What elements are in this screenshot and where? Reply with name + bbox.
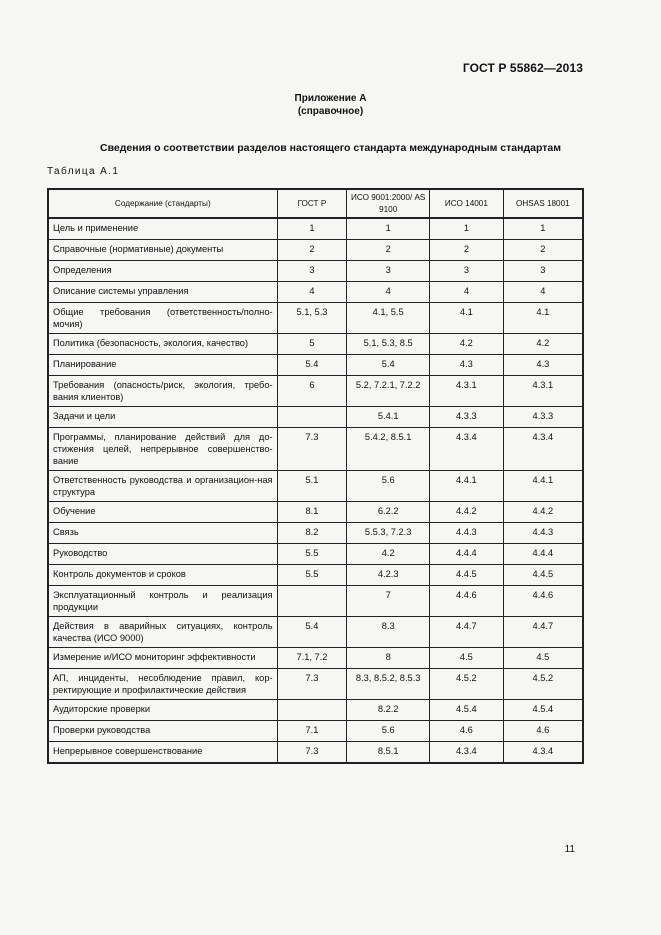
cell-ohsas: 4.1 [503,303,583,334]
cell-ohsas: 3 [503,261,583,282]
cell-ohsas: 4.4.7 [503,617,583,648]
cell-iso9001: 1 [347,218,430,240]
table-row [48,669,583,700]
table-row [48,376,583,407]
cell-ohsas: 4.4.6 [503,586,583,617]
table-row [48,261,583,282]
cell-iso14001: 4.4.4 [430,544,504,565]
cell-gost: 7.1 [277,721,347,742]
table-row [48,282,583,303]
cell-gost [277,586,347,617]
column-header-gost: ГОСТ Р [277,189,347,218]
cell-gost: 5.4 [277,617,347,648]
cell-gost: 1 [277,218,347,240]
table-caption: Таблица А.1 [47,166,120,177]
page-number: 11 [564,844,575,855]
table-row [48,648,583,669]
cell-content: Справочные (нормативные) документы [48,240,277,261]
cell-content: Действия в аварийных ситуациях, контроль качества (ИСО 9000) [48,617,277,648]
cell-content: Руководство [48,544,277,565]
cell-ohsas: 4.4.1 [503,471,583,502]
cell-gost: 3 [277,261,347,282]
cell-content: Задачи и цели [48,407,277,428]
cell-ohsas: 4.3 [503,355,583,376]
cell-iso14001: 4.3.3 [430,407,504,428]
cell-gost: 7.3 [277,742,347,764]
cell-ohsas: 4.2 [503,334,583,355]
cell-ohsas: 4.3.3 [503,407,583,428]
cell-gost: 5.1 [277,471,347,502]
cell-iso14001: 4.4.1 [430,471,504,502]
cell-iso9001: 5.1, 5.3, 8.5 [347,334,430,355]
cell-gost: 5.5 [277,565,347,586]
column-header-ohsas: OHSAS 18001 [503,189,583,218]
cell-gost: 8.1 [277,502,347,523]
cell-iso14001: 4.6 [430,721,504,742]
cell-iso14001: 4.4.2 [430,502,504,523]
cell-content: Контроль документов и сроков [48,565,277,586]
table-row [48,544,583,565]
cell-gost: 7.1, 7.2 [277,648,347,669]
cell-ohsas: 4.4.4 [503,544,583,565]
table-row [48,700,583,721]
cell-iso14001: 2 [430,240,504,261]
cell-content: Непрерывное совершенствование [48,742,277,764]
cell-ohsas: 4.6 [503,721,583,742]
table-row [48,428,583,471]
cell-iso9001: 7 [347,586,430,617]
cell-ohsas: 4.3.4 [503,428,583,471]
cell-iso9001: 4.2.3 [347,565,430,586]
cell-ohsas: 4.4.3 [503,523,583,544]
cell-gost: 6 [277,376,347,407]
cell-content: Планирование [48,355,277,376]
cell-gost: 7.3 [277,428,347,471]
standard-number: ГОСТ Р 55862—2013 [462,61,583,75]
table-row [48,334,583,355]
cell-ohsas: 1 [503,218,583,240]
cell-content: Обучение [48,502,277,523]
cell-iso14001: 4.3.4 [430,742,504,764]
cell-gost [277,407,347,428]
cell-gost: 2 [277,240,347,261]
cell-gost: 8.2 [277,523,347,544]
cell-iso14001: 4.3 [430,355,504,376]
table-row [48,586,583,617]
table-row [48,617,583,648]
cell-content: Связь [48,523,277,544]
cell-iso9001: 4.2 [347,544,430,565]
cell-ohsas: 4 [503,282,583,303]
correspondence-table [47,188,584,764]
cell-content: Аудиторские проверки [48,700,277,721]
cell-iso9001: 8 [347,648,430,669]
table-row [48,407,583,428]
cell-iso9001: 8.5.1 [347,742,430,764]
cell-gost: 5.4 [277,355,347,376]
cell-gost: 5.5 [277,544,347,565]
cell-content: Политика (безопасность, экология, качество) [48,334,277,355]
cell-iso14001: 4.5.4 [430,700,504,721]
cell-content: Определения [48,261,277,282]
cell-iso14001: 4.1 [430,303,504,334]
table-row [48,565,583,586]
cell-ohsas: 4.5.2 [503,669,583,700]
annex-heading [0,92,661,118]
cell-ohsas: 4.5 [503,648,583,669]
cell-gost [277,700,347,721]
cell-iso9001: 2 [347,240,430,261]
cell-content: Цель и применение [48,218,277,240]
cell-content: АП, инциденты, несоблюдение правил, кор-ректирующие и профилактические действия [48,669,277,700]
cell-content: Описание системы управления [48,282,277,303]
cell-iso14001: 4.5.2 [430,669,504,700]
cell-iso14001: 4.4.5 [430,565,504,586]
cell-content: Проверки руководства [48,721,277,742]
cell-ohsas: 2 [503,240,583,261]
cell-iso14001: 4.3.4 [430,428,504,471]
annex-subtitle: (справочное) [297,106,364,117]
cell-content: Общие требования (ответственность/полно-мочия) [48,303,277,334]
cell-content: Измерение и/ИСО мониторинг эффективности [48,648,277,669]
column-header-iso9001: ИСО 9001:2000/ AS 9100 [347,189,430,218]
cell-iso9001: 8.3 [347,617,430,648]
cell-iso9001: 5.6 [347,721,430,742]
table-row [48,303,583,334]
cell-iso9001: 5.4.1 [347,407,430,428]
table-row [48,721,583,742]
cell-gost: 7.3 [277,669,347,700]
cell-iso9001: 5.2, 7.2.1, 7.2.2 [347,376,430,407]
cell-ohsas: 4.4.2 [503,502,583,523]
cell-iso9001: 4.1, 5.5 [347,303,430,334]
table-row [48,502,583,523]
cell-iso14001: 4.2 [430,334,504,355]
section-title: Сведения о соответствии разделов настоящего стандарта международным стандартам [100,142,561,154]
table-row [48,523,583,544]
table-row [48,355,583,376]
cell-ohsas: 4.3.1 [503,376,583,407]
cell-ohsas: 4.5.4 [503,700,583,721]
cell-iso14001: 4.4.6 [430,586,504,617]
cell-iso14001: 3 [430,261,504,282]
column-header-iso14001: ИСО 14001 [430,189,504,218]
cell-ohsas: 4.3.4 [503,742,583,764]
cell-ohsas: 4.4.5 [503,565,583,586]
cell-content: Эксплуатационный контроль и реализация продукции [48,586,277,617]
table-row [48,240,583,261]
cell-content: Требования (опасность/риск, экология, требо-вания клиентов) [48,376,277,407]
cell-iso9001: 5.4.2, 8.5.1 [347,428,430,471]
table-row [48,471,583,502]
cell-iso14001: 4.4.7 [430,617,504,648]
cell-gost: 5 [277,334,347,355]
cell-iso9001: 5.5.3, 7.2.3 [347,523,430,544]
cell-iso14001: 1 [430,218,504,240]
cell-iso14001: 4 [430,282,504,303]
table-header-row [48,189,583,218]
cell-content: Ответственность руководства и организацион-ная структура [48,471,277,502]
table-row [48,218,583,240]
cell-iso9001: 3 [347,261,430,282]
column-header-content: Содержание (стандарты) [48,189,277,218]
cell-iso9001: 4 [347,282,430,303]
cell-iso14001: 4.3.1 [430,376,504,407]
cell-iso9001: 6.2.2 [347,502,430,523]
cell-iso9001: 5.6 [347,471,430,502]
cell-content: Программы, планирование действий для до-стижения целей, непрерывное совершенство-вание [48,428,277,471]
cell-iso14001: 4.5 [430,648,504,669]
table-row [48,742,583,764]
cell-iso9001: 8.3, 8.5.2, 8.5.3 [347,669,430,700]
cell-iso9001: 8.2.2 [347,700,430,721]
annex-title: Приложение А [294,93,367,104]
cell-gost: 5.1, 5.3 [277,303,347,334]
cell-gost: 4 [277,282,347,303]
cell-iso14001: 4.4.3 [430,523,504,544]
cell-iso9001: 5.4 [347,355,430,376]
